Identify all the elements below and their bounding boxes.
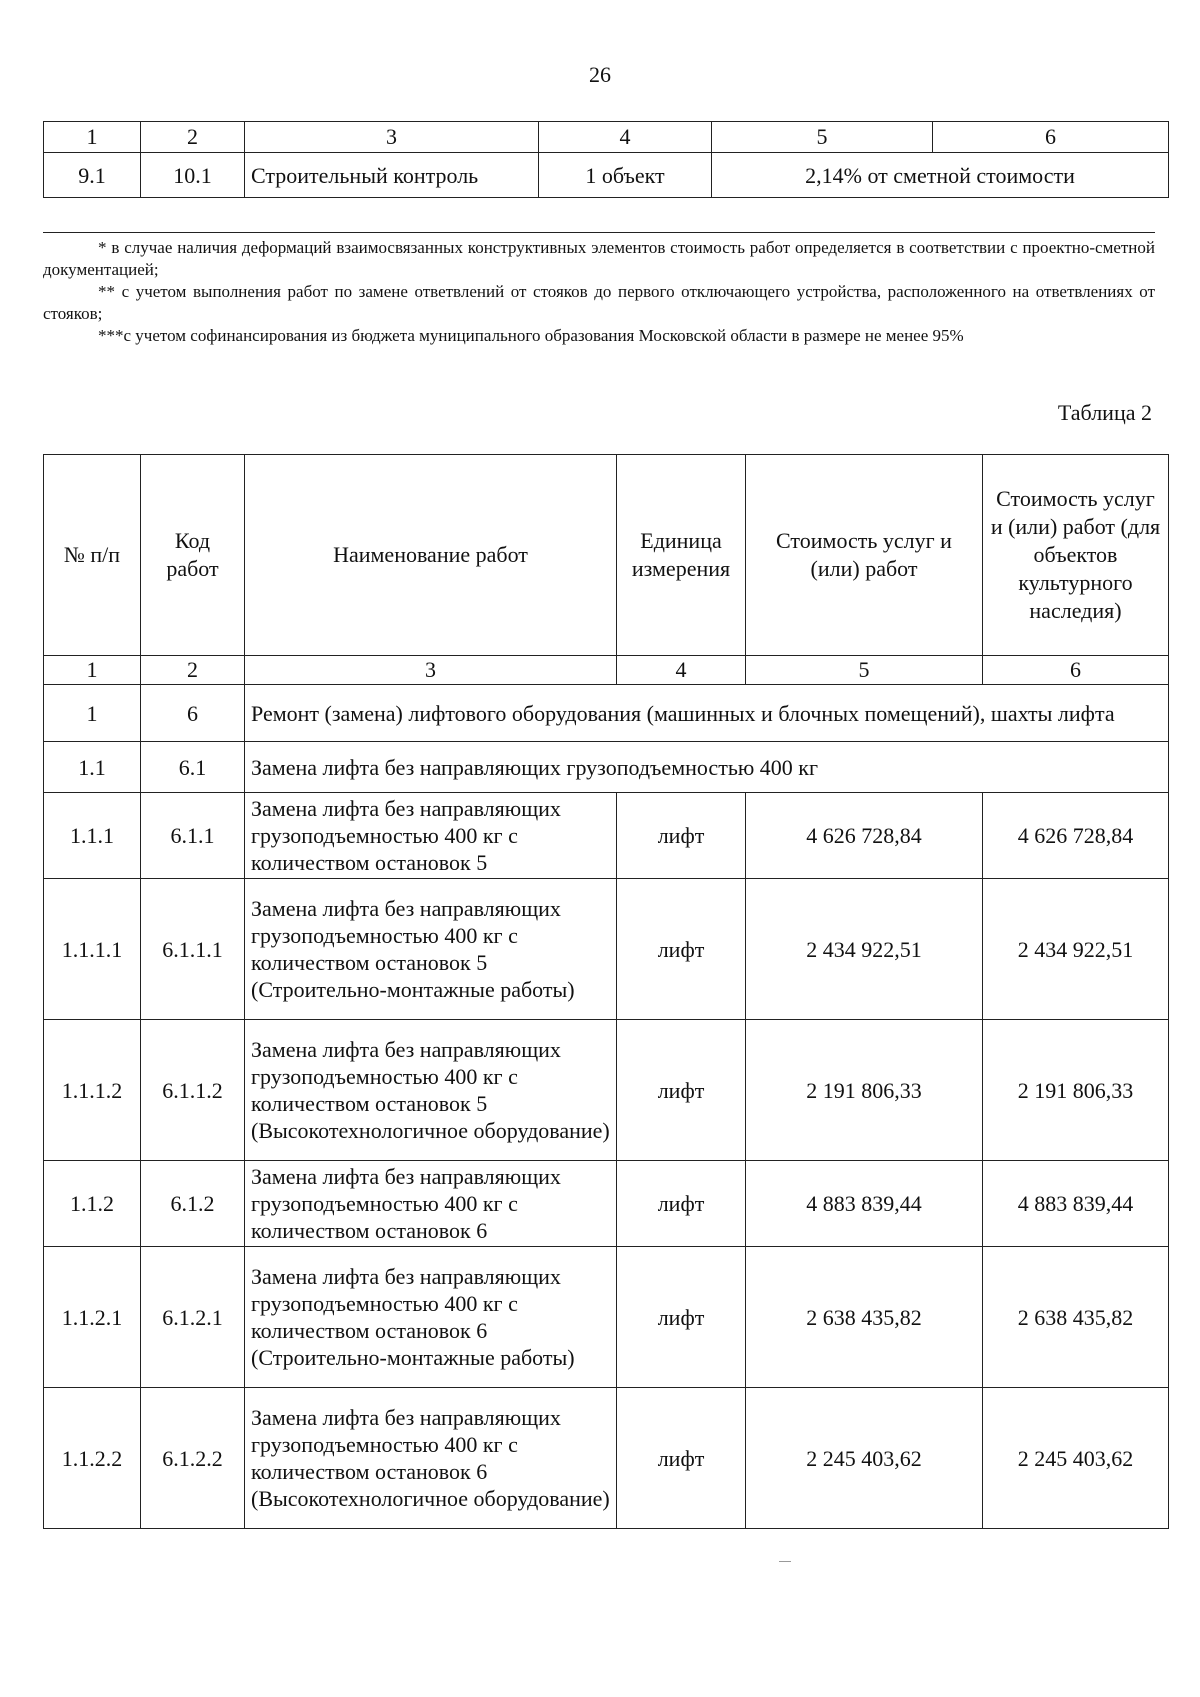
column-number: 4 [617, 656, 746, 685]
row-unit: лифт [617, 1388, 746, 1529]
row-code: 6.1.2.2 [141, 1388, 245, 1529]
footnotes [43, 232, 1155, 347]
row-code: 6.1.1.2 [141, 1020, 245, 1161]
column-number: 3 [245, 656, 617, 685]
table-header-row [44, 455, 1169, 656]
header-code: Код работ [141, 455, 245, 656]
row-name: Замена лифта без направляющих грузоподъемностью 400 кг с количеством остановок 6 [245, 1161, 617, 1247]
row-cost: 2 434 922,51 [746, 879, 983, 1020]
scan-mark [779, 1561, 791, 1562]
column-number: 1 [44, 122, 141, 153]
row-name: Замена лифта без направляющих грузоподъемностью 400 кг [245, 742, 1169, 793]
header-unit: Единица измерения [617, 455, 746, 656]
row-number: 1.1.2.1 [44, 1247, 141, 1388]
row-code: 6.1 [141, 742, 245, 793]
header-number: № п/п [44, 455, 141, 656]
table-row [44, 1020, 1169, 1161]
column-number: 6 [983, 656, 1169, 685]
row-number: 1.1.1 [44, 793, 141, 879]
footnote-1: * в случае наличия деформаций взаимосвязанных конструктивных элементов стоимость работ определяется в соответствии с проектно-сметной документацией; [43, 238, 1155, 279]
table-row [44, 1388, 1169, 1529]
footnote-rule [43, 232, 1155, 233]
row-cost: 2 638 435,82 [746, 1247, 983, 1388]
subsection-row [44, 742, 1169, 793]
row-cost: 2,14% от сметной стоимости [712, 153, 1169, 198]
row-cost: 4 626 728,84 [746, 793, 983, 879]
row-number: 9.1 [44, 153, 141, 198]
row-cost: 2 191 806,33 [746, 1020, 983, 1161]
column-number: 3 [245, 122, 539, 153]
table-construction-control [43, 121, 1169, 198]
table-row [44, 1161, 1169, 1247]
page-number: 26 [589, 62, 611, 87]
row-cost-heritage: 2 434 922,51 [983, 879, 1169, 1020]
row-code: 6.1.1.1 [141, 879, 245, 1020]
table-header-row [44, 122, 1169, 153]
row-unit: лифт [617, 879, 746, 1020]
column-number: 1 [44, 656, 141, 685]
table-row [44, 879, 1169, 1020]
row-code: 10.1 [141, 153, 245, 198]
row-number: 1.1.2.2 [44, 1388, 141, 1529]
row-code: 6 [141, 685, 245, 742]
row-code: 6.1.2 [141, 1161, 245, 1247]
row-number: 1.1.2 [44, 1161, 141, 1247]
column-number: 4 [539, 122, 712, 153]
column-numbers-row [44, 656, 1169, 685]
row-number: 1.1.1.1 [44, 879, 141, 1020]
row-cost-heritage: 2 245 403,62 [983, 1388, 1169, 1529]
row-name: Замена лифта без направляющих грузоподъемностью 400 кг с количеством остановок 5 (Высокотехнологичное оборудование) [245, 1020, 617, 1161]
row-name: Замена лифта без направляющих грузоподъемностью 400 кг с количеством остановок 5 [245, 793, 617, 879]
row-cost-heritage: 4 626 728,84 [983, 793, 1169, 879]
column-number: 2 [141, 656, 245, 685]
footnote-3: ***с учетом софинансирования из бюджета муниципального образования Московской области в размере не менее 95% [98, 326, 964, 345]
row-name: Ремонт (замена) лифтового оборудования (машинных и блочных помещений), шахты лифта [245, 685, 1169, 742]
table-row [44, 153, 1169, 198]
row-number: 1.1 [44, 742, 141, 793]
row-unit: 1 объект [539, 153, 712, 198]
header-name: Наименование работ [245, 455, 617, 656]
table-lift-replacement [43, 454, 1169, 1529]
row-code: 6.1.2.1 [141, 1247, 245, 1388]
row-code: 6.1.1 [141, 793, 245, 879]
row-cost: 2 245 403,62 [746, 1388, 983, 1529]
column-number: 5 [746, 656, 983, 685]
table-row [44, 1247, 1169, 1388]
table-row [44, 793, 1169, 879]
row-cost-heritage: 2 191 806,33 [983, 1020, 1169, 1161]
header-cost: Стоимость услуг и (или) работ [746, 455, 983, 656]
column-number: 6 [933, 122, 1169, 153]
row-cost: 4 883 839,44 [746, 1161, 983, 1247]
section-row [44, 685, 1169, 742]
row-number: 1.1.1.2 [44, 1020, 141, 1161]
row-cost-heritage: 4 883 839,44 [983, 1161, 1169, 1247]
row-name: Строительный контроль [245, 153, 539, 198]
row-number: 1 [44, 685, 141, 742]
row-cost-heritage: 2 638 435,82 [983, 1247, 1169, 1388]
column-number: 5 [712, 122, 933, 153]
row-unit: лифт [617, 1161, 746, 1247]
row-name: Замена лифта без направляющих грузоподъемностью 400 кг с количеством остановок 6 (Строительно-монтажные работы) [245, 1247, 617, 1388]
column-number: 2 [141, 122, 245, 153]
row-unit: лифт [617, 1020, 746, 1161]
row-name: Замена лифта без направляющих грузоподъемностью 400 кг с количеством остановок 6 (Высокотехнологичное оборудование) [245, 1388, 617, 1529]
row-unit: лифт [617, 1247, 746, 1388]
row-unit: лифт [617, 793, 746, 879]
row-name: Замена лифта без направляющих грузоподъемностью 400 кг с количеством остановок 5 (Строительно-монтажные работы) [245, 879, 617, 1020]
table-caption: Таблица 2 [1057, 400, 1152, 425]
header-cost-heritage: Стоимость услуг и (или) работ (для объектов культурного наследия) [983, 455, 1169, 656]
footnote-2: ** с учетом выполнения работ по замене ответвлений от стояков до первого отключающего устройства, расположенного на ответвлениях от стояков; [43, 282, 1155, 323]
